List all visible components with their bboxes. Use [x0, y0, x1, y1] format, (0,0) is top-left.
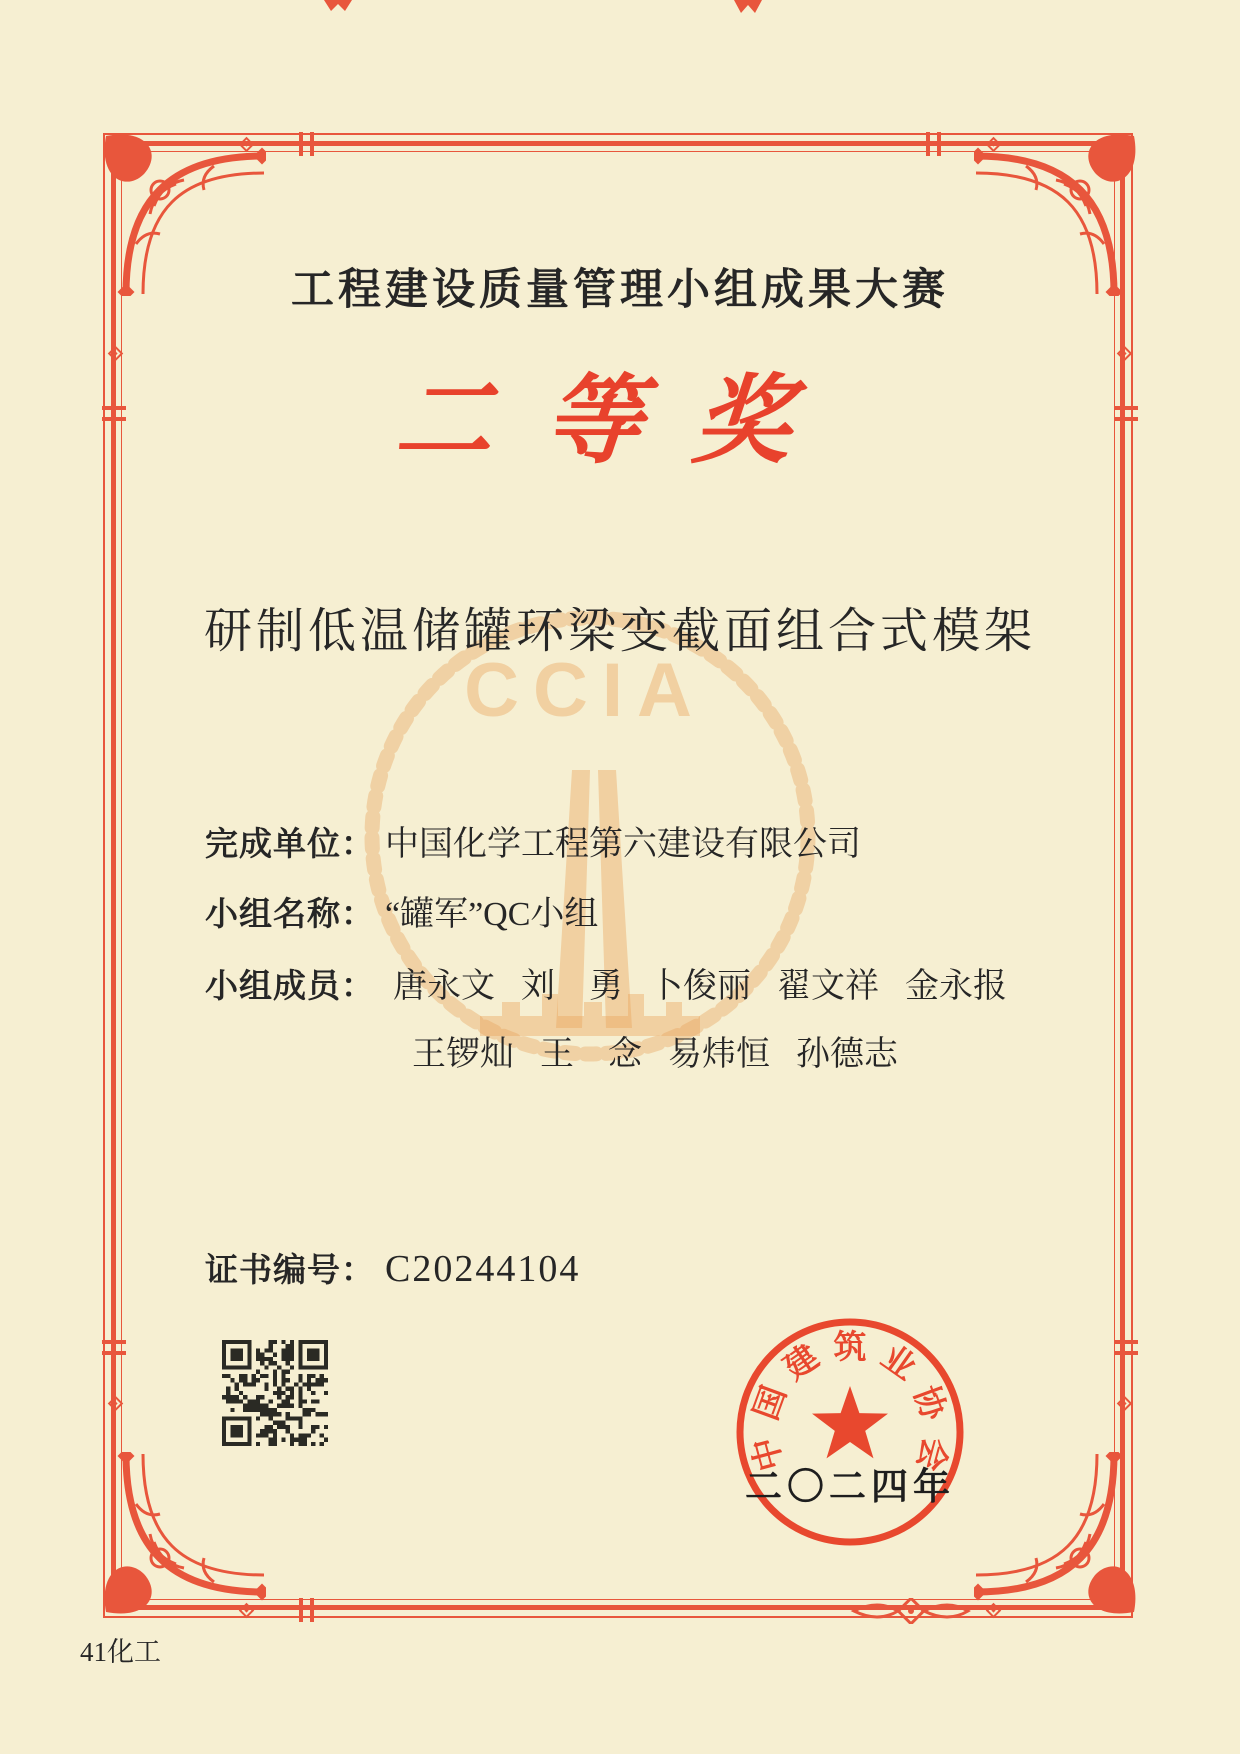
member-name: 易炜恒: [668, 1036, 770, 1073]
print-mark-icon: [734, 0, 762, 18]
member-name: 卜俊丽: [649, 968, 751, 1005]
corner-ornament-bottom-left: [96, 1452, 266, 1622]
print-mark-icon: [324, 0, 352, 16]
unit-label: 完成单位：: [205, 825, 375, 862]
seal-char: 筑: [833, 1328, 867, 1365]
member-name: 王锣灿: [412, 1036, 514, 1073]
unit-value: 中国化学工程第六建设有限公司: [385, 826, 861, 863]
members-label: 小组成员：: [205, 967, 375, 1004]
member-name: 王 念: [540, 1036, 642, 1073]
seal-char: 会: [910, 1433, 955, 1475]
award-title: 二等奖: [390, 368, 848, 475]
competition-title: 工程建设质量管理小组成果大赛: [291, 266, 949, 314]
member-name: 刘 勇: [521, 968, 623, 1005]
border-cap-icon: [102, 1340, 126, 1355]
qr-code: [222, 1340, 328, 1446]
unit-row: [205, 816, 861, 865]
members-row-1: [205, 958, 1007, 1007]
group-row: [205, 886, 598, 935]
certificate-number-label: 证书编号：: [205, 1251, 375, 1288]
border-knot-ornament: [850, 1598, 972, 1624]
seal-char: 国: [746, 1380, 793, 1425]
corner-note: 41化工: [80, 1637, 161, 1667]
seal-char: 业: [874, 1337, 924, 1387]
border-cap-icon: [926, 132, 941, 156]
corner-ornament-bottom-right: [974, 1452, 1144, 1622]
member-name: 翟文祥: [777, 968, 879, 1005]
seal-star-icon: [812, 1386, 888, 1458]
award-year: 二〇二四年: [745, 1467, 955, 1508]
project-title: 研制低温储罐环梁变截面组合式模架: [203, 605, 1036, 658]
member-name: 唐永文: [393, 968, 495, 1005]
border-cap-icon: [299, 132, 314, 156]
seal-char: 建: [776, 1337, 826, 1387]
official-seal: [730, 1312, 970, 1552]
member-name: 金永报: [905, 968, 1007, 1005]
border-cap-icon: [299, 1598, 314, 1622]
seal-char: 中: [745, 1433, 790, 1475]
group-name-label: 小组名称：: [205, 895, 375, 932]
seal-char: 协: [907, 1380, 954, 1425]
certificate-number-row: [205, 1244, 580, 1291]
certificate-number-value: C20244104: [385, 1248, 581, 1290]
members-row-2: [412, 1026, 898, 1075]
watermark-acronym: CCIA: [464, 648, 706, 733]
border-cap-icon: [1114, 1340, 1138, 1355]
group-name-value: “罐军”QC小组: [385, 896, 599, 933]
member-name: 孙德志: [796, 1036, 898, 1073]
